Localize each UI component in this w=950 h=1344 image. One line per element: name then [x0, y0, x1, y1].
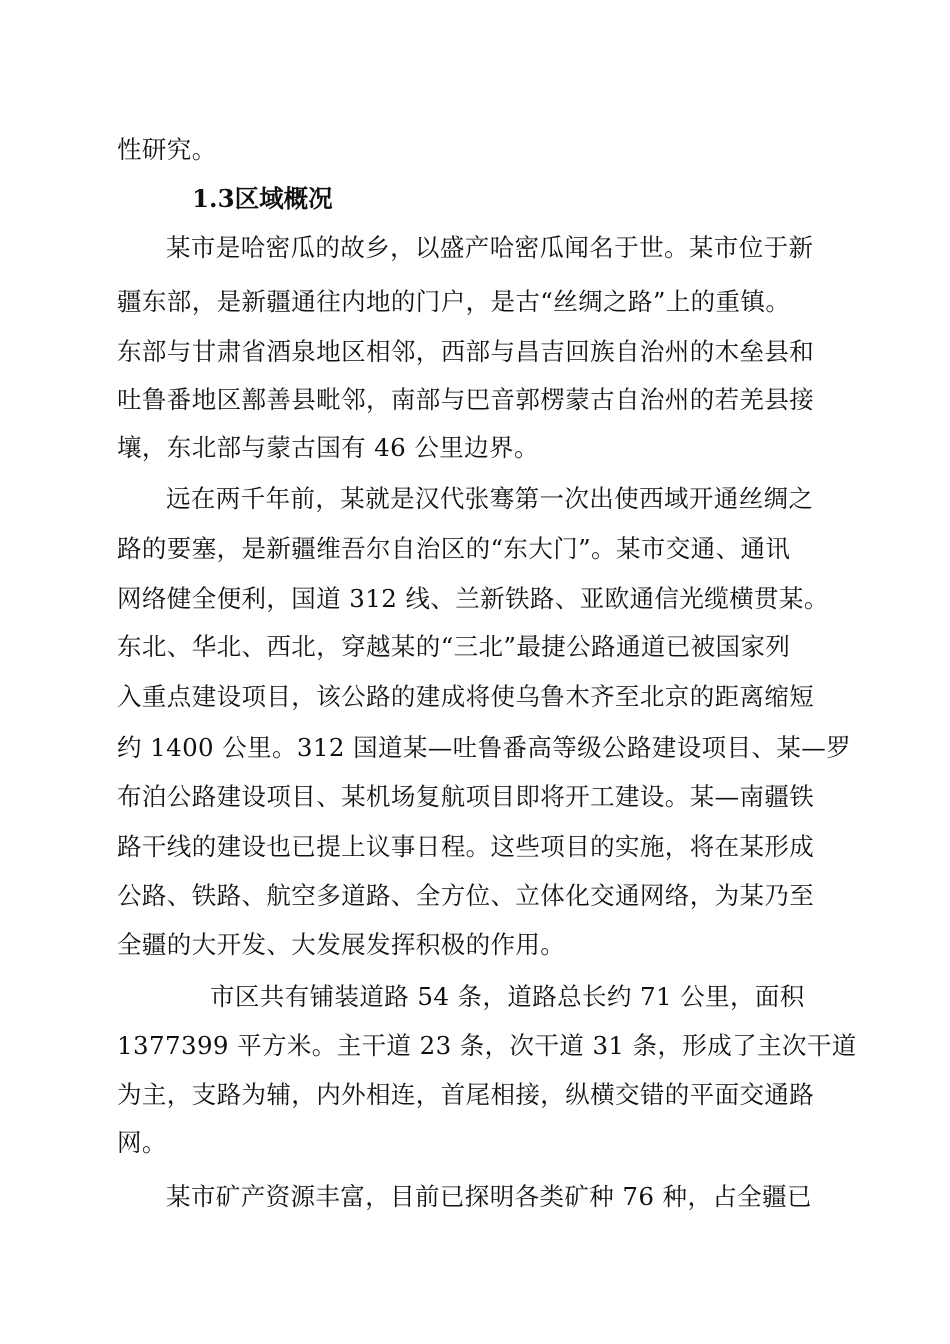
- para1-line-2: 疆东部，是新疆通往内地的门户，是古“丝绸之路”上的重镇。: [117, 287, 791, 316]
- para2-line-5: 入重点建设项目，该公路的建成将使乌鲁木齐至北京的距离缩短: [117, 682, 815, 711]
- para3-line-2: 1377399 平方米。主干道 23 条，次干道 31 条，形成了主次干道: [117, 1031, 857, 1060]
- para2-line-3: 网络健全便利，国道 312 线、兰新铁路、亚欧通信光缆横贯某。: [117, 584, 829, 613]
- para3-line-3: 为主，支路为辅，内外相连，首尾相接，纵横交错的平面交通路: [117, 1080, 815, 1109]
- para2-line-4: 东北、华北、西北，穿越某的“三北”最捷公路通道已被国家列: [117, 632, 791, 661]
- para2-line-6: 约 1400 公里。312 国道某—吐鲁番高等级公路建设项目、某—罗: [117, 733, 852, 762]
- intro-tail-line: 性研究。: [117, 135, 217, 164]
- para2-line-8: 路干线的建设也已提上议事日程。这些项目的实施，将在某形成: [117, 832, 815, 861]
- para2-line-9: 公路、铁路、航空多道路、全方位、立体化交通网络，为某乃至: [117, 881, 815, 910]
- para2-line-1: 远在两千年前，某就是汉代张骞第一次出使西域开通丝绸之: [166, 484, 814, 513]
- para3-line-1: 市区共有铺装道路 54 条，道路总长约 71 公里，面积: [210, 982, 805, 1011]
- para2-line-10: 全疆的大开发、大发展发挥积极的作用。: [117, 930, 566, 959]
- para2-line-7: 布泊公路建设项目、某机场复航项目即将开工建设。某—南疆铁: [117, 782, 815, 811]
- para1-line-3: 东部与甘肃省酒泉地区相邻，西部与昌吉回族自治州的木垒县和: [117, 337, 815, 366]
- para1-line-1: 某市是哈密瓜的故乡，以盛产哈密瓜闻名于世。某市位于新: [166, 233, 814, 262]
- para1-line-4: 吐鲁番地区鄯善县毗邻，南部与巴音郭楞蒙古自治州的若羌县接: [117, 385, 815, 414]
- para4-line-1: 某市矿产资源丰富，目前已探明各类矿种 76 种，占全疆已: [166, 1182, 812, 1211]
- section-heading: 1.3区域概况: [192, 184, 333, 213]
- para1-line-5: 壤，东北部与蒙古国有 46 公里边界。: [117, 433, 539, 462]
- para2-line-2: 路的要塞，是新疆维吾尔自治区的“东大门”。某市交通、通讯: [117, 534, 791, 563]
- para3-line-4: 网。: [117, 1128, 167, 1157]
